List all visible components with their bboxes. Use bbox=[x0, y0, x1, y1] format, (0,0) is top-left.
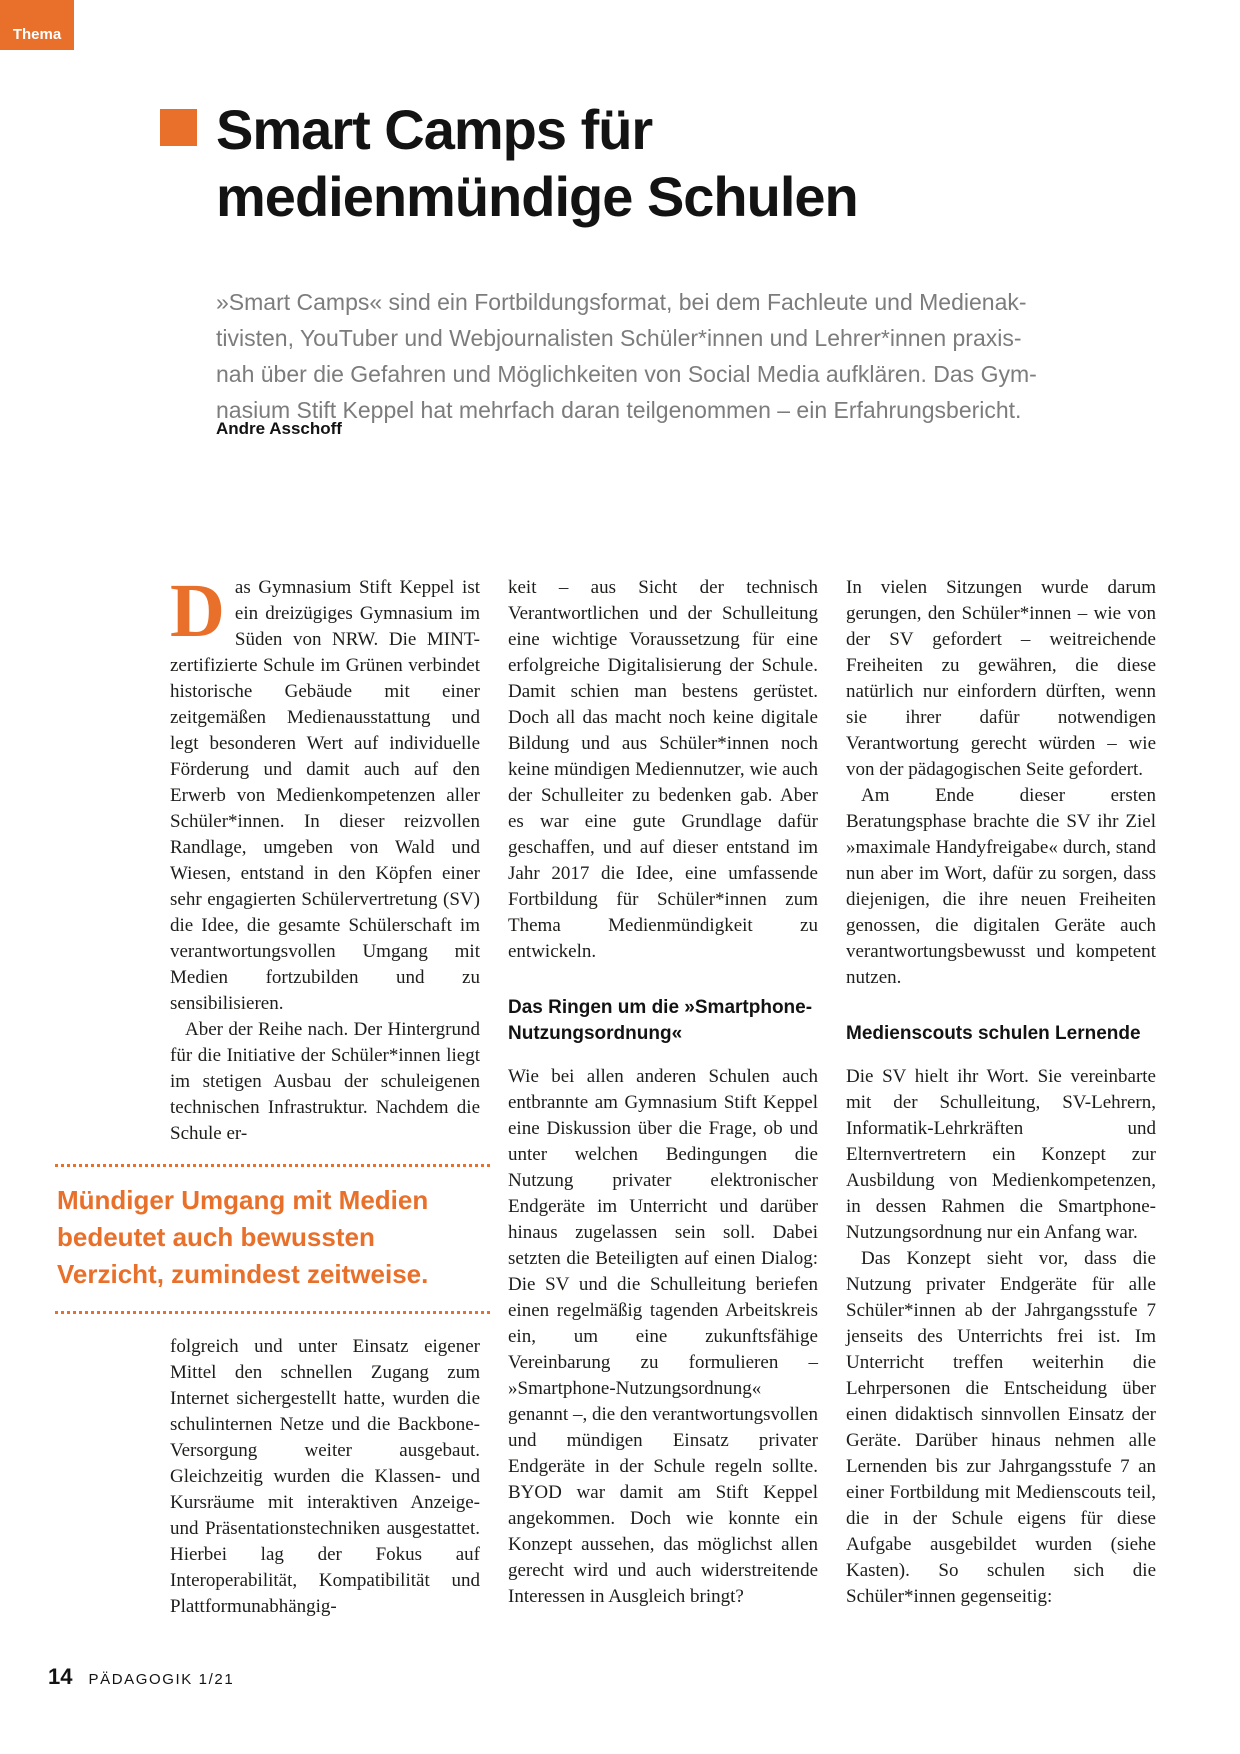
paragraph: In vielen Sitzungen wurde darum gerungen, den Schüler*innen – wie von der SV gefordert – weitreichende Freiheiten zu gewähren, die diese natürlich nur einfordern dürften, wenn sie ihrer dafür notwendigen Verantwortung gerecht würden – wie von der pädagogischen Seite gefordert. bbox=[846, 577, 1156, 780]
page-title-line: medienmündige Schulen bbox=[216, 165, 858, 228]
paragraph: keit – aus Sicht der technisch Verantwortlichen und der Schulleitung eine wichtige Voraussetzung für eine erfolgreiche Digitalisierung der Schule. Damit schien man bestens gerüstet. Doch all das macht noch keine digitale Bildung und aus Schüler*innen noch keine mündigen Mediennutzer, wie auch der Schulleiter zu bedenken gab. Aber es war eine gute Grundlage dafür geschaffen, und auf dieser entstand im Jahr 2017 die Idee, eine umfassende Fortbildung für Schüler*innen zum Thema Medienmündigkeit zu entwickeln. bbox=[508, 577, 818, 962]
paragraph: Die SV hielt ihr Wort. Sie vereinbarte mit der Schulleitung, SV-Lehrern, Informatik-Lehrkräften und Elternvertretern ein Konzept zur Ausbildung von Medienkompetenzen, in dessen Rahmen die Smartphone-Nutzungsordnung nur ein Anfang war. bbox=[846, 1066, 1156, 1243]
title-bullet-square-icon bbox=[160, 109, 197, 146]
lead-paragraph bbox=[216, 284, 1037, 428]
paragraph: Aber der Reihe nach. Der Hintergrund für die Initiative der Schüler*innen liegt im stetigen Ausbau der schuleigenen technischen Infrastruktur. Nachdem die Schule er- bbox=[170, 1019, 480, 1144]
page-title bbox=[216, 96, 858, 230]
page-number: 14 bbox=[48, 1664, 73, 1689]
section-tab-label: Thema bbox=[12, 26, 62, 43]
pull-quote-line: bedeutet auch bewussten bbox=[57, 1222, 375, 1252]
pull-quote-line: Mündiger Umgang mit Medien bbox=[57, 1185, 429, 1215]
article-header bbox=[160, 96, 858, 230]
lead-line: tivisten, YouTuber und Webjournalisten Schüler*innen und Lehrer*innen praxis- bbox=[216, 325, 1022, 351]
author-byline: Andre Asschoff bbox=[216, 419, 342, 438]
paragraph: Wie bei allen anderen Schulen auch entbrannte am Gymnasium Stift Keppel eine Diskussion über die Frage, ob und unter welchen Bedingungen die Nutzung privater elektronischer Endgeräte im Unterricht und darüber hinaus zugelassen sein soll. Dabei setzten die Beteiligten auf einen Dialog: Die SV und die Schulleitung beriefen einen regelmäßig tagenden Arbeitskreis ein, um eine zukunftsfähige Vereinbarung zu formulieren – »Smartphone-Nutzungsordnung« genannt –, die den verantwortungsvollen und mündigen Einsatz privater Endgeräte in der Schule regeln sollte. BYOD war damit am Stift Keppel angekommen. Doch wie konnte ein Konzept aussehen, das möglichst allen gerecht wird und auch widerstreitende Interessen in Ausgleich bringt? bbox=[508, 1066, 818, 1607]
paragraph: Am Ende dieser ersten Beratungsphase brachte die SV ihr Ziel »maximale Handyfreigabe« durch, stand nun aber im Wort, dafür zu sorgen, dass diejenigen, die ihre neuen Freiheiten genossen, die digitalen Geräte auch verantwortungsbewusst und kompetent nutzen. bbox=[846, 785, 1156, 988]
drop-cap: D bbox=[170, 569, 225, 653]
section-tab bbox=[0, 0, 74, 50]
body-column-2 bbox=[508, 575, 818, 1620]
subheading-medienscouts: Medienscouts schulen Lernende bbox=[846, 1023, 1141, 1044]
page-footer bbox=[48, 1664, 234, 1690]
pull-quote-line: Verzicht, zumindest zeitweise. bbox=[57, 1259, 429, 1289]
paragraph: folgreich und unter Einsatz eigener Mittel den schnellen Zugang zum Internet sichergestellt hatte, wurden die schulinternen Netze und die Backbone-Versorgung weiter ausgebaut. Gleichzeitig wurden die Klassen- und Kursräume mit interaktiven Anzeige- und Präsentationstechniken ausgestattet. Hierbei lag der Fokus auf Interoperabilität, Kompatibilität und Plattformunabhängig- bbox=[170, 1336, 480, 1617]
body-column-1 bbox=[57, 569, 480, 1620]
pull-quote bbox=[55, 1164, 490, 1314]
subheading-smartphone-nutzungsordnung: Das Ringen um die »Smartphone-Nutzungsordnung« bbox=[508, 997, 813, 1044]
journal-title: PÄDAGOGIK 1/21 bbox=[88, 1671, 235, 1688]
paragraph: Das Konzept sieht vor, dass die Nutzung privater Endgeräte für alle Schüler*innen ab der Jahrgangsstufe 7 jenseits des Unterrichts frei ist. Im Unterricht treffen weiterhin die Lehrpersonen die Entscheidung über einen didaktisch sinnvollen Einsatz der Geräte. Darüber hinaus nehmen alle Lernenden bis zur Jahrgangsstufe 7 an einer Fortbildung mit Medienscouts teil, die in der Schule eigens für diese Aufgabe ausgebildet wurden (siehe Kasten). So schulen sich die Schüler*innen gegenseitig: bbox=[846, 1248, 1156, 1607]
lead-line: nasium Stift Keppel hat mehrfach daran teilgenommen – ein Erfahrungsbericht. bbox=[216, 397, 1022, 423]
lead-line: nah über die Gefahren und Möglichkeiten von Social Media aufklären. Das Gym- bbox=[216, 361, 1037, 387]
article-body bbox=[57, 569, 1156, 1620]
page-title-line: Smart Camps für bbox=[216, 98, 653, 161]
paragraph-text: as Gymnasium Stift Keppel ist ein dreizügiges Gymnasium im Süden von NRW. Die MINT-zertifizierte Schule im Grünen verbindet historische Gebäude mit einer zeitgemäßen Medienausstattung und legt besonderen Wert auf individuelle Förderung und damit auch auf den Erwerb von Medienkompetenzen aller Schüler*innen. In dieser reizvollen Randlage, umgeben von Wald und Wiesen, entstand in den Köpfen einer sehr engagierten Schülervertretung (SV) die Idee, die gesamte Schülerschaft im verantwortungsvollen Umgang mit Medien fortzubilden und zu sensibilisieren. bbox=[170, 577, 480, 1014]
paragraph bbox=[170, 569, 480, 1017]
body-column-3 bbox=[846, 575, 1156, 1620]
lead-line: »Smart Camps« sind ein Fortbildungsformat, bei dem Fachleute und Medienak- bbox=[216, 289, 1027, 315]
